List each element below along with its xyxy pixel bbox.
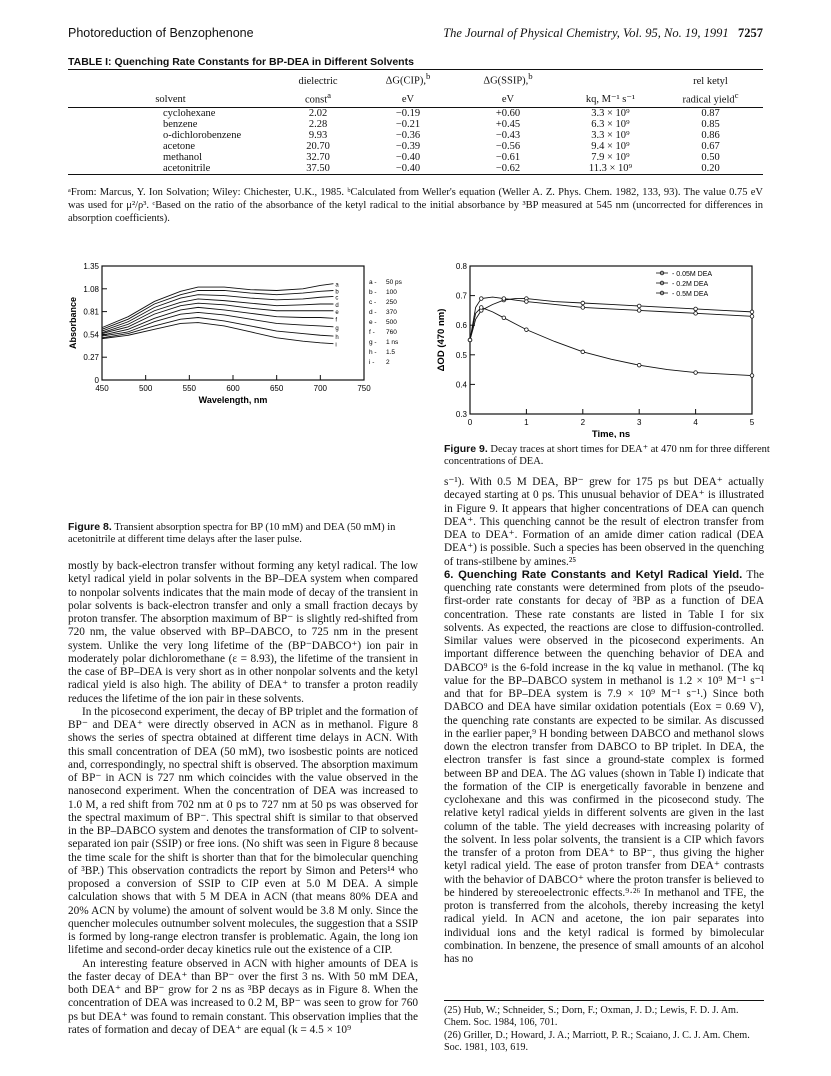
legend-label: 2 bbox=[386, 359, 390, 366]
cell-kq: 9.4 × 10⁹ bbox=[591, 141, 630, 152]
table-row bbox=[68, 163, 763, 175]
cell-cip: −0.19 bbox=[395, 108, 421, 119]
data-point bbox=[479, 306, 483, 310]
legend-label: 250 bbox=[386, 299, 397, 306]
x-tick-label: 4 bbox=[693, 418, 698, 427]
x-tick-label: 750 bbox=[357, 384, 371, 393]
legend-label: - 0.5M DEA bbox=[672, 291, 709, 298]
references bbox=[444, 1000, 764, 1055]
cell-solvent: acetonitrile bbox=[68, 163, 273, 175]
th-cip-text: ΔG(CIP), bbox=[385, 75, 426, 87]
x-axis-label: Time, ns bbox=[591, 429, 631, 438]
y-tick-label: 0.81 bbox=[83, 307, 99, 317]
cell-ssip: +0.60 bbox=[495, 108, 521, 119]
data-point bbox=[637, 363, 641, 367]
series-end-label: f bbox=[335, 317, 338, 324]
x-tick-label: 5 bbox=[749, 418, 755, 427]
legend-label: 1 ns bbox=[386, 339, 399, 346]
cell-solvent: o-dichlorobenzene bbox=[163, 130, 242, 141]
th-ketyl-sup: c bbox=[734, 89, 739, 100]
y-tick-label: 1.08 bbox=[83, 284, 99, 294]
figure-8-chart bbox=[68, 258, 416, 416]
x-tick-label: 2 bbox=[580, 418, 586, 427]
data-point bbox=[637, 309, 641, 313]
th-kq: kq, M⁻¹ s⁻¹ bbox=[563, 89, 658, 108]
legend-key: c - bbox=[369, 299, 377, 306]
table-footnote: ᵃFrom: Marcus, Y. Ion Solvation; Wiley: Chichester, U.K., 1985. ᵇCalculated from Weller's equation (Weller A. Z. Phys. Chem. 1982, 133, 93). The value 0.75 eV was used for μ²/ρ³. ᶜBased on the ratio of the absorbance of the ketyl radical to the initial absorbance by ³BP measured at 545 nm (uncorrected for differences in absorption coefficients). bbox=[68, 187, 763, 224]
figure-9-label: Figure 9. bbox=[444, 443, 488, 455]
th-dielectric-sup: a bbox=[327, 89, 332, 100]
series-end-label: b bbox=[335, 289, 339, 296]
cell-solvent: acetone bbox=[163, 141, 196, 152]
right-text-column bbox=[444, 476, 764, 966]
table-row bbox=[68, 130, 763, 141]
th-ssip-sup: b bbox=[528, 71, 533, 81]
th-kq-empty bbox=[563, 70, 658, 89]
figure-8-caption bbox=[68, 521, 418, 546]
cell-ssip: −0.43 bbox=[495, 130, 521, 141]
x-tick-label: 3 bbox=[636, 418, 642, 427]
legend-label: 370 bbox=[386, 309, 397, 316]
cell-dielectric: 2.28 bbox=[308, 119, 328, 130]
cell-dielectric: 2.02 bbox=[308, 108, 328, 119]
data-point bbox=[525, 300, 529, 304]
y-axis-label: Absorbance bbox=[68, 296, 78, 350]
cell-kq: 11.3 × 10⁹ bbox=[563, 163, 658, 175]
th-ssip-2: eV bbox=[453, 89, 563, 108]
th-dielectric-text: const bbox=[304, 94, 328, 105]
series-line-h bbox=[102, 318, 333, 338]
paragraph: An interesting feature observed in ACN with higher amounts of DEA is the faster decay of DEA⁺ than BP⁻ over the first 3 ns. With 50 mM DEA, both DEA⁺ and BP⁻ grow for 2 ns as ³BP decays as in Figure 8. When the concentration of DEA was increased to 0.2 M, BP⁻ was seen to grow for 760 ps but DEA⁺ was found to remain constant. This observation implies that the rates of formation and decay of DEA⁺ are equal (k = 4.5 × 10⁹ bbox=[68, 957, 418, 1036]
running-header bbox=[68, 26, 763, 44]
series-end-label: d bbox=[335, 303, 339, 309]
cell-ketyl: 0.67 bbox=[701, 141, 720, 152]
x-tick-label: 0 bbox=[467, 418, 473, 427]
y-tick-label: 0.5 bbox=[455, 350, 467, 360]
th-cip-2: eV bbox=[363, 89, 453, 108]
figure-8-caption-text: Transient absorption spectra for BP (10 mM) and DEA (50 mM) in acetonitrile at different time delays after the laser pulse. bbox=[68, 522, 396, 545]
data-point bbox=[581, 301, 585, 305]
cell-ssip: +0.45 bbox=[495, 119, 521, 130]
y-tick-label: 0.7 bbox=[455, 291, 467, 301]
data-point bbox=[694, 312, 698, 316]
y-tick-label: 0.8 bbox=[455, 262, 467, 271]
legend-key: g - bbox=[369, 339, 377, 346]
cell-ketyl: 0.85 bbox=[701, 119, 720, 130]
x-axis-label: Wavelength, nm bbox=[198, 395, 268, 405]
y-tick-label: 0.6 bbox=[455, 321, 467, 331]
cell-ketyl: 0.87 bbox=[701, 108, 720, 119]
series-line-2 bbox=[470, 297, 752, 340]
cell-ketyl: 0.86 bbox=[701, 130, 720, 141]
table-row bbox=[68, 141, 763, 152]
journal-citation bbox=[443, 26, 763, 41]
paragraph: In the picosecond experiment, the decay of BP triplet and the formation of BP⁻ and DEA⁺ were directly observed in ACN as in methanol. Figure 8 shows the series of spectra obtained at different time delays in ACN. With this small concentration of DEA (50 mM), two isosbestic points are noticed and, correspondingly, no spectral shift is observed. The absorption maximum of BP⁻ in ACN is 727 nm which coincides with the value observed in the nanosecond experiment. When the concentration of DEA was increased to 1.0 M, a red shift from 702 nm at 0 ps to 727 nm at 50 ps was observed for the spectral maximum of BP⁻. This spectral shift is similar to that observed in the BP–DABCO system and denotes the transformation of CIP to solvent-separated ion pair (SSIP) or free ions. (No shift was seen in Figure 8 because the time scale for the shift is shorter than that for the bimolecular quenching of ³BP.) This observation contradicts the report by Simon and Peters¹⁴ who proposed a conversion of SSIP to CIP even at 5.0 M DEA. A simple calculation shows that with 5 M DEA in ACN (that means 80% DEA and 20% ACN by volume) the amount of solvent would be 3.8 M only. Since the quencher molecules outnumber solvent molecules, the suggestion that a SSIP is formed by long-range electron transfer is problematic. Again, the long ion lifetime and second-order decay kinetics rule out the existence of a CIP. bbox=[68, 705, 418, 957]
data-point bbox=[502, 297, 506, 301]
cell-kq: 3.3 × 10⁹ bbox=[591, 130, 630, 141]
series-end-label: a bbox=[335, 282, 339, 289]
x-tick-label: 1 bbox=[524, 418, 529, 427]
th-cip-sup: b bbox=[425, 71, 431, 81]
series-line-g bbox=[102, 312, 333, 336]
series-end-label: e bbox=[335, 309, 339, 316]
series-end-label: c bbox=[335, 295, 339, 302]
data-point bbox=[581, 350, 585, 354]
data-point bbox=[694, 307, 698, 311]
cell-cip: −0.21 bbox=[395, 119, 421, 130]
legend-key: a - bbox=[369, 279, 377, 286]
series-end-label: h bbox=[335, 335, 339, 342]
left-text-column bbox=[68, 560, 418, 1037]
cell-ssip: −0.62 bbox=[453, 163, 563, 175]
legend-key: b - bbox=[369, 289, 377, 296]
section-heading: 6. Quenching Rate Constants and Ketyl Radical Yield. bbox=[444, 568, 743, 581]
legend-key: h - bbox=[369, 349, 377, 356]
th-dielectric-1: dielectric bbox=[273, 70, 363, 89]
series-line-b bbox=[102, 290, 333, 329]
y-tick-label: 1.35 bbox=[83, 262, 99, 271]
cell-dielectric: 20.70 bbox=[306, 141, 330, 152]
y-tick-label: 0.3 bbox=[455, 410, 467, 419]
paragraph: mostly by back-electron transfer without forming any ketyl radical. The low ketyl radical yield in polar solvents in the BP–DEA system when compared to nonpolar solvents indicates that the main mode of decay of the transient in polar solvents is back-electron transfer and only a small fraction decays by proton transfer. The absorption maximum of BP⁻ is slightly red-shifted from 720 nm, the value observed with BP–DABCO, to 725 nm in the present system. Unlike the very long lifetime of the (BP⁻DABCO⁺) ion pair in moderately polar dichloromethane (ε = 8.93), the lifetime of the transient in the case of BP–DEA is very short as in other nonpolar solvents and the ketyl radical yield is also high. The ability of DEA⁺ to transfer a proton readily reduces the lifetime of the ion pair in these solvents. bbox=[68, 560, 418, 705]
legend-label: 1.5 bbox=[386, 349, 396, 356]
table-row bbox=[68, 108, 763, 120]
y-tick-label: 0.27 bbox=[83, 353, 99, 363]
legend-key: e - bbox=[369, 319, 377, 326]
x-tick-label: 650 bbox=[269, 384, 284, 393]
x-tick-label: 700 bbox=[313, 384, 328, 393]
th-ketyl-text: radical yield bbox=[682, 94, 735, 105]
legend-key: d - bbox=[369, 309, 377, 316]
table-caption: TABLE I: Quenching Rate Constants for BP-DEA in Different Solvents bbox=[68, 56, 414, 68]
legend-label: 50 ps bbox=[386, 279, 402, 286]
cell-ssip: −0.56 bbox=[495, 141, 521, 152]
y-tick-label: 0 bbox=[94, 376, 99, 385]
data-point bbox=[525, 328, 529, 332]
legend-key: i - bbox=[369, 359, 375, 366]
table-row bbox=[68, 119, 763, 130]
data-point bbox=[750, 310, 754, 314]
paragraph: s⁻¹). With 0.5 M DEA, BP⁻ grew for 175 ps but DEA⁺ actually decayed starting at 0 ps. This unusual behavior of DEA⁺ is illustrated in Figure 9. It appears that higher concentrations of DEA can quench DEA⁺. This quenching cannot be the result of electron transfer from DEA to DEA⁺. Formation of an amide dimer cation radical (DEA DEA⁺) is possible. Such a species has been observed in the quenching of trans-stilbene by amines.²⁵ bbox=[444, 476, 764, 568]
cell-dielectric: 32.70 bbox=[306, 152, 330, 163]
cell-ketyl: 0.50 bbox=[701, 152, 720, 163]
data-point bbox=[502, 316, 506, 320]
th-solvent-empty bbox=[68, 70, 273, 89]
th-ketyl-2 bbox=[658, 89, 763, 108]
y-axis-label: ΔOD (470 nm) bbox=[436, 308, 447, 372]
x-tick-label: 600 bbox=[226, 384, 240, 393]
data-point bbox=[750, 374, 754, 378]
cell-solvent: methanol bbox=[163, 152, 203, 163]
paragraph-text: The quenching rate constants were determined from plots of the pseudo-first-order rate constants for decay of ³BP as a function of DEA concentration. These rate constants are listed in Table I for six solvents. As expected, the reactions are close to diffusion-controlled. Similar values were observed in the picosecond experiments. An important difference between the quenching behavior of DEA and DABCO⁹ is the 6-fold increase in the kq value in methanol. (The kq value for the BP–DABCO system in methanol is 1.2 × 10⁹ M⁻¹ s⁻¹ and that for BP–DEA system is 7.9 × 10⁹ M⁻¹ s⁻¹.) Since both DABCO and DEA have similar oxidation potentials (Eox = 0.69 V), the quenching rate constants are expected to be similar. As discussed in the earlier paper,⁹ H bonding between DABCO and methanol slows down the electron transfer from DABCO to BP triplet. In DEA, the electron transfer is fast since a ground-state complex is formed between BP and DEA. The ΔG values (shown in Table I) indicate that the formation of the CIP is energetically favorable in benzene and cyclohexane and this was confirmed in the picosecond study. The relative ketyl radical yields in different solvents are given in the last column of the table. The yield decreases with increasing polarity of the solvent. In less polar solvents, the transient is a CIP which favors the transfer of a proton from DEA⁺ to BP⁻, thus giving the higher ketyl radical yield. The ease of proton transfer from DEA⁺ contrasts with the behavior of DABCO⁺ where the proton transfer is believed to be hindered by stereoelectronic effects.⁹·²⁶ In methanol and TFE, the proton is transferred from the alcohols, thereby increasing the ketyl radical yield. In ACN and acetone, the ion pair separates into individual ions and the ketyl radical is formed by bimolecular combination. In benzene, the presence of small amounts of an alcohol has no bbox=[444, 568, 764, 965]
cell-cip: −0.39 bbox=[395, 141, 421, 152]
cell-ketyl: 0.20 bbox=[658, 163, 763, 175]
th-ketyl-1: rel ketyl bbox=[658, 70, 763, 89]
legend-label: 760 bbox=[386, 329, 397, 336]
cell-cip: −0.40 bbox=[363, 163, 453, 175]
cell-kq: 3.3 × 10⁹ bbox=[591, 108, 630, 119]
figure-9-chart bbox=[430, 258, 775, 438]
x-tick-label: 450 bbox=[95, 384, 109, 393]
cell-ssip: −0.61 bbox=[495, 152, 521, 163]
th-dielectric-2 bbox=[273, 89, 363, 108]
figure-9-caption bbox=[444, 443, 774, 468]
x-tick-label: 500 bbox=[138, 384, 153, 393]
legend-label: 100 bbox=[386, 289, 397, 296]
series-line-3 bbox=[470, 307, 752, 375]
cell-kq: 6.3 × 10⁹ bbox=[591, 119, 630, 130]
cell-dielectric: 37.50 bbox=[273, 163, 363, 175]
cell-cip: −0.40 bbox=[395, 152, 421, 163]
series-end-label: g bbox=[335, 325, 339, 332]
figure-8-label: Figure 8. bbox=[68, 521, 112, 533]
th-ssip-text: ΔG(SSIP), bbox=[483, 75, 529, 87]
th-solvent: solvent bbox=[68, 89, 273, 108]
th-cip-1 bbox=[363, 70, 453, 89]
legend-label: - 0.2M DEA bbox=[672, 281, 709, 288]
cell-solvent: benzene bbox=[163, 119, 198, 130]
legend-key: f - bbox=[369, 329, 375, 336]
legend-label: 500 bbox=[386, 319, 397, 326]
journal-name: The Journal of Physical Chemistry, Vol. 95, No. 19, 1991 bbox=[443, 26, 729, 40]
series-line-1 bbox=[470, 299, 752, 340]
data-point bbox=[581, 306, 585, 310]
plot-frame bbox=[470, 266, 752, 414]
x-tick-label: 550 bbox=[182, 384, 197, 393]
figure-8 bbox=[68, 258, 416, 558]
y-tick-label: 0.54 bbox=[83, 330, 99, 340]
table-quenching-constants bbox=[68, 69, 763, 175]
data-point bbox=[479, 297, 483, 301]
page-number: 7257 bbox=[738, 26, 763, 40]
series-end-label: i bbox=[335, 342, 337, 349]
y-tick-label: 0.4 bbox=[455, 380, 467, 390]
th-ssip-1 bbox=[453, 70, 563, 89]
legend-label: - 0.05M DEA bbox=[672, 271, 713, 278]
figure-9-caption-text: Decay traces at short times for DEA⁺ at 470 nm for three different concentrations of DEA. bbox=[444, 444, 770, 467]
reference-26: (26) Griller, D.; Howard, J. A.; Marriott, P. R.; Scaiano, J. C. J. Am. Chem. Soc. 1981, 103, 619. bbox=[444, 1030, 750, 1053]
data-point bbox=[694, 371, 698, 375]
cell-kq: 7.9 × 10⁹ bbox=[591, 152, 630, 163]
running-title: Photoreduction of Benzophenone bbox=[68, 26, 254, 40]
cell-dielectric: 9.93 bbox=[308, 130, 328, 141]
data-point bbox=[468, 338, 472, 342]
table-row bbox=[68, 152, 763, 163]
data-point bbox=[750, 315, 754, 319]
cell-solvent: cyclohexane bbox=[163, 108, 216, 119]
cell-cip: −0.36 bbox=[395, 130, 421, 141]
data-point bbox=[637, 304, 641, 308]
reference-25: (25) Hub, W.; Schneider, S.; Dorn, F.; Oxman, J. D.; Lewis, F. D. J. Am. Chem. Soc. 1984, 106, 701. bbox=[444, 1005, 739, 1028]
